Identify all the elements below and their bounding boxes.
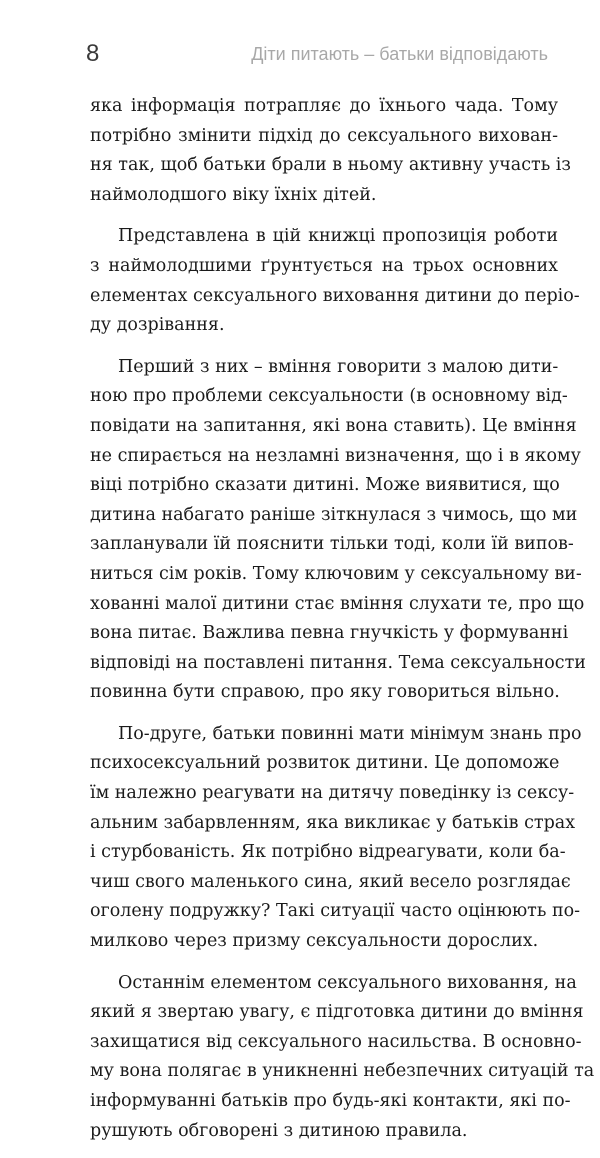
- text-line: наймолодшого віку їхніх дітей.: [90, 184, 377, 205]
- text-line: хованні малої дитини стає вміння слухати те, про що: [90, 593, 585, 614]
- paragraph: [90, 353, 586, 708]
- text-line: альним забарвленням, яка викликає у батьків страх: [90, 812, 576, 833]
- text-line: віці потрібно сказати дитині. Може виявитися, що: [90, 475, 560, 496]
- text-line: Перший з них – вміння говорити з малою дити-: [118, 356, 559, 377]
- text-line: чиш свого маленького сина, який весело розглядає: [90, 871, 571, 892]
- text-line: дитина набагато раніше зіткнулася з чимось, що ми: [90, 504, 578, 525]
- body-text: [90, 92, 595, 1158]
- text-line: ду дозрівання.: [90, 315, 225, 336]
- text-line: ною про проблеми сексуальности (в основному від-: [90, 386, 568, 407]
- page-number: 8: [86, 40, 100, 67]
- running-title: Діти питають – батьки відповідають: [251, 44, 548, 64]
- text-line: милково через призму сексуальности дорослих.: [90, 931, 539, 952]
- text-line: їм належно реагувати на дитячу поведінку із сексу-: [90, 783, 575, 804]
- text-line: не спирається на незламні визначення, що і в якому: [90, 445, 581, 466]
- text-line: вона питає. Важлива певна гнучкість у формуванні: [90, 623, 569, 644]
- text-line: рушують обговорені з дитиною правила.: [90, 1120, 468, 1141]
- text-line: з наймолодшими ґрунтується на трьох основних: [90, 255, 558, 276]
- paragraph: [90, 969, 595, 1147]
- text-line: інформуванні батьків про будь-які контакти, які по-: [90, 1091, 571, 1111]
- text-line: Представлена в цій книжці пропозиція роботи: [118, 226, 558, 247]
- text-line: ниться сім років. Тому ключовим у сексуальному ви-: [90, 563, 582, 584]
- text-line: оголену подружку? Такі ситуації часто оцінюють по-: [90, 901, 581, 922]
- text-line: потрібно змінити підхід до сексуального вихован-: [90, 125, 558, 146]
- text-line: яка інформація потрапляє до їхнього чада. Тому: [90, 96, 558, 116]
- text-line: ня так, щоб батьки брали в ньому активну участь із: [90, 155, 571, 176]
- text-line: відповіді на поставлені питання. Тема сексуальности: [90, 652, 586, 673]
- text-line: му вона полягає в уникненні небезпечних ситуацій та: [90, 1061, 595, 1082]
- paragraph: [90, 720, 582, 957]
- page-header: [86, 40, 548, 70]
- text-line: елементах сексуального виховання дитини до періо-: [90, 285, 580, 306]
- text-line: і стурбованість. Як потрібно відреагувати, коли ба-: [90, 842, 566, 863]
- text-line: По-друге, батьки повинні мати мінімум знань про: [118, 723, 582, 744]
- text-line: захищатися від сексуального насильства. В основно-: [90, 1031, 582, 1052]
- text-line: повідати на запитання, які вона ставить). Це вміння: [90, 415, 577, 436]
- text-line: Останнім елементом сексуального виховання, на: [118, 972, 577, 993]
- paragraph: [90, 92, 571, 210]
- text-line: повинна бути справою, про яку говориться вільно.: [90, 682, 560, 703]
- text-line: який я звертаю увагу, є підготовка дитини до вміння: [90, 1002, 584, 1023]
- paragraph: [90, 222, 580, 340]
- text-line: запланували їй пояснити тільки тоді, коли їй випов-: [90, 534, 574, 555]
- text-line: психосексуальний розвиток дитини. Це допоможе: [90, 753, 560, 774]
